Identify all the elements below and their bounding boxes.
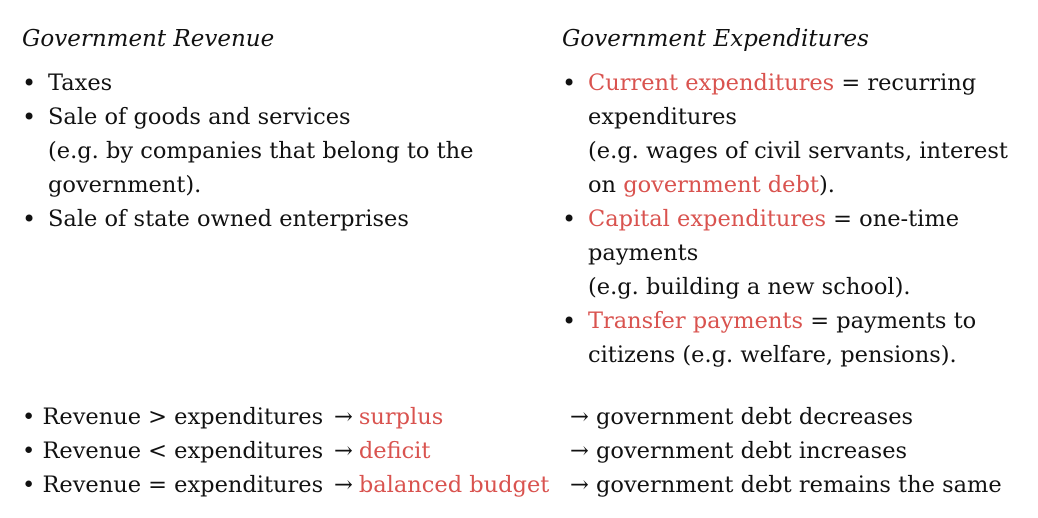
term-capital-expenditures: Capital expenditures (588, 206, 826, 232)
arrow-icon: → (334, 438, 353, 464)
summary-row-surplus: • Revenue > expenditures → surplus → government debt decreases (22, 404, 914, 430)
arrow-icon: → (334, 404, 353, 430)
budget-summary (22, 400, 1002, 502)
result-balanced-budget: balanced budget (358, 472, 550, 498)
bullet-icon: • (22, 69, 37, 97)
term-transfer-payments: Transfer payments (588, 308, 804, 334)
bullet-icon: • (22, 103, 37, 131)
bullet-icon: • (22, 205, 37, 233)
result-deficit: deficit (358, 438, 431, 464)
term-government-debt: government debt (623, 172, 819, 198)
arrow-icon: → (334, 472, 353, 498)
bullet-icon: • (562, 205, 577, 233)
list-item: • Sale of state owned enterprises (22, 202, 522, 236)
expenditures-list (562, 66, 1022, 372)
revenue-column (22, 22, 522, 236)
bullet-icon: • (562, 307, 577, 335)
summary-row-deficit: • Revenue < expenditures → deficit → government debt increases (22, 438, 908, 464)
bullet-icon: • (22, 472, 36, 498)
bullet-icon: • (22, 404, 36, 430)
expenditures-heading: Government Expenditures (562, 26, 869, 52)
bullet-icon: • (22, 438, 36, 464)
bullet-icon: • (562, 69, 577, 97)
list-item: • Sale of goods and services (e.g. by companies that belong to the government). (22, 100, 522, 202)
list-item: • Transfer payments = payments to citizens (e.g. welfare, pensions). (562, 304, 1022, 372)
list-item: • Capital expenditures = one-time payments (e.g. building a new school). (562, 202, 1022, 304)
term-current-expenditures: Current expenditures (588, 70, 835, 96)
expenditures-column (562, 22, 1022, 372)
result-surplus: surplus (358, 404, 444, 430)
summary-row-balanced: • Revenue = expenditures → balanced budget → government debt remains the same (22, 472, 1002, 498)
list-item: • Current expenditures = recurring expenditures (e.g. wages of civil servants, interest on government debt). (562, 66, 1022, 202)
revenue-heading: Government Revenue (22, 26, 275, 52)
revenue-list (22, 66, 522, 236)
list-item: • Taxes (22, 66, 522, 100)
